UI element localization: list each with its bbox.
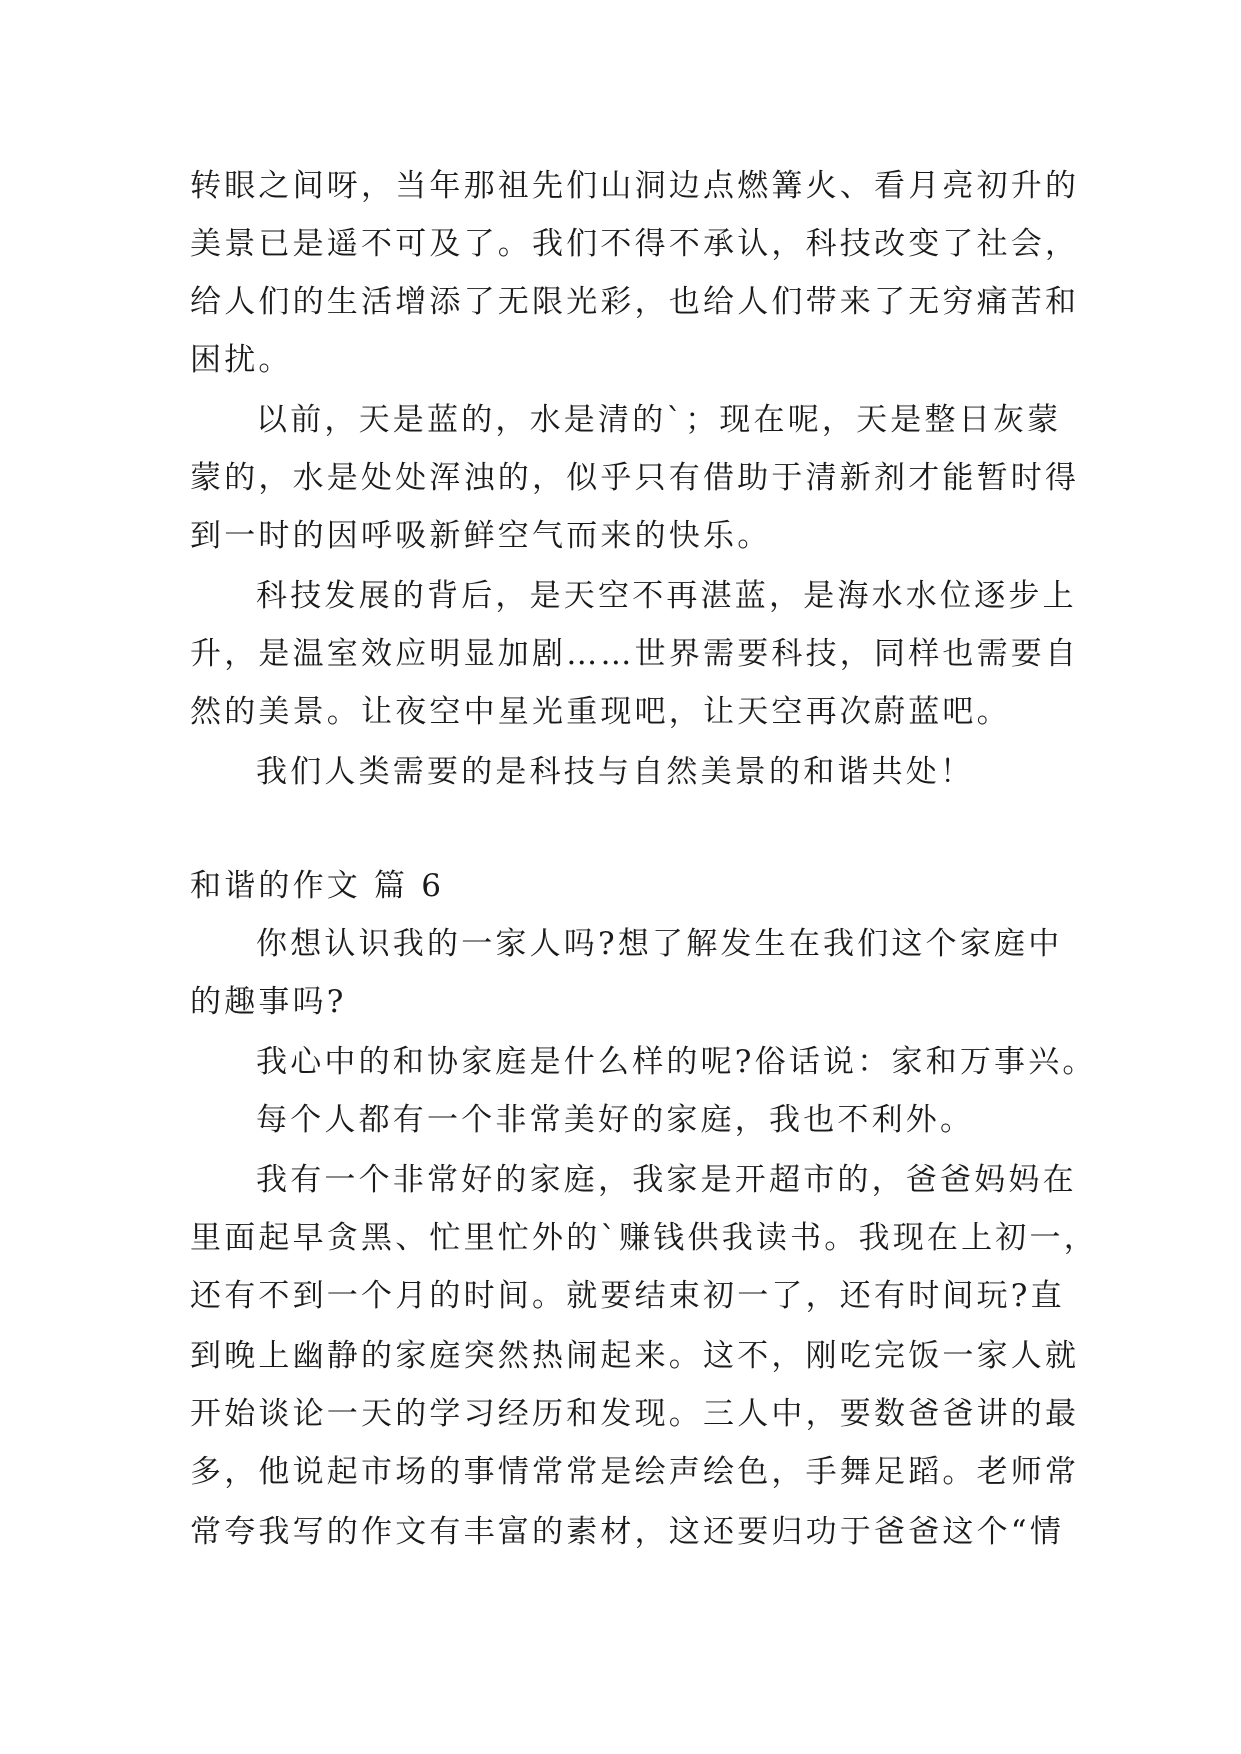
paragraph-line: 我心中的和协家庭是什么样的呢?俗话说：家和万事兴。 [256,1044,1097,1080]
paragraph-line: 升，是温室效应明显加剧……世界需要科技，同样也需要自 [190,636,1080,672]
paragraph-line: 的趣事吗? [190,984,347,1020]
paragraph-line: 每个人都有一个非常美好的家庭，我也不利外。 [256,1102,975,1138]
section-heading: 和谐的作文 篇 6 [190,868,445,904]
paragraph-line: 我们人类需要的是科技与自然美景的和谐共处！ [256,754,975,790]
paragraph-line: 蒙的，水是处处浑浊的，似乎只有借助于清新剂才能暂时得 [190,460,1080,496]
paragraph-line: 到晚上幽静的家庭突然热闹起来。这不，刚吃完饭一家人就 [190,1338,1080,1374]
paragraph-line: 常夸我写的作文有丰富的素材，这还要归功于爸爸这个“情 [190,1514,1065,1550]
paragraph-line: 开始谈论一天的学习经历和发现。三人中，要数爸爸讲的最 [190,1396,1080,1432]
paragraph-line: 给人们的生活增添了无限光彩，也给人们带来了无穷痛苦和 [190,284,1080,320]
paragraph-line: 多，他说起市场的事情常常是绘声绘色，手舞足蹈。老师常 [190,1454,1080,1490]
paragraph-line: 然的美景。让夜空中星光重现吧，让天空再次蔚蓝吧。 [190,694,1011,730]
paragraph-line: 转眼之间呀，当年那祖先们山洞边点燃篝火、看月亮初升的 [190,168,1080,204]
paragraph-line: 困扰。 [190,342,293,378]
paragraph-line: 美景已是遥不可及了。我们不得不承认，科技改变了社会， [190,226,1080,262]
paragraph-line: 还有不到一个月的时间。就要结束初一了，还有时间玩?直 [190,1278,1065,1314]
paragraph-line: 我有一个非常好的家庭，我家是开超市的，爸爸妈妈在 [256,1162,1077,1198]
paragraph-line: 以前，天是蓝的，水是清的`；现在呢，天是整日灰蒙 [256,402,1062,438]
paragraph-line: 里面起早贪黑、忙里忙外的`赚钱供我读书。我现在上初一， [190,1220,1098,1256]
paragraph-line: 到一时的因呼吸新鲜空气而来的快乐。 [190,518,772,554]
paragraph-line: 你想认识我的一家人吗?想了解发生在我们这个家庭中 [256,926,1063,962]
paragraph-line: 科技发展的背后，是天空不再湛蓝，是海水水位逐步上 [256,578,1077,614]
